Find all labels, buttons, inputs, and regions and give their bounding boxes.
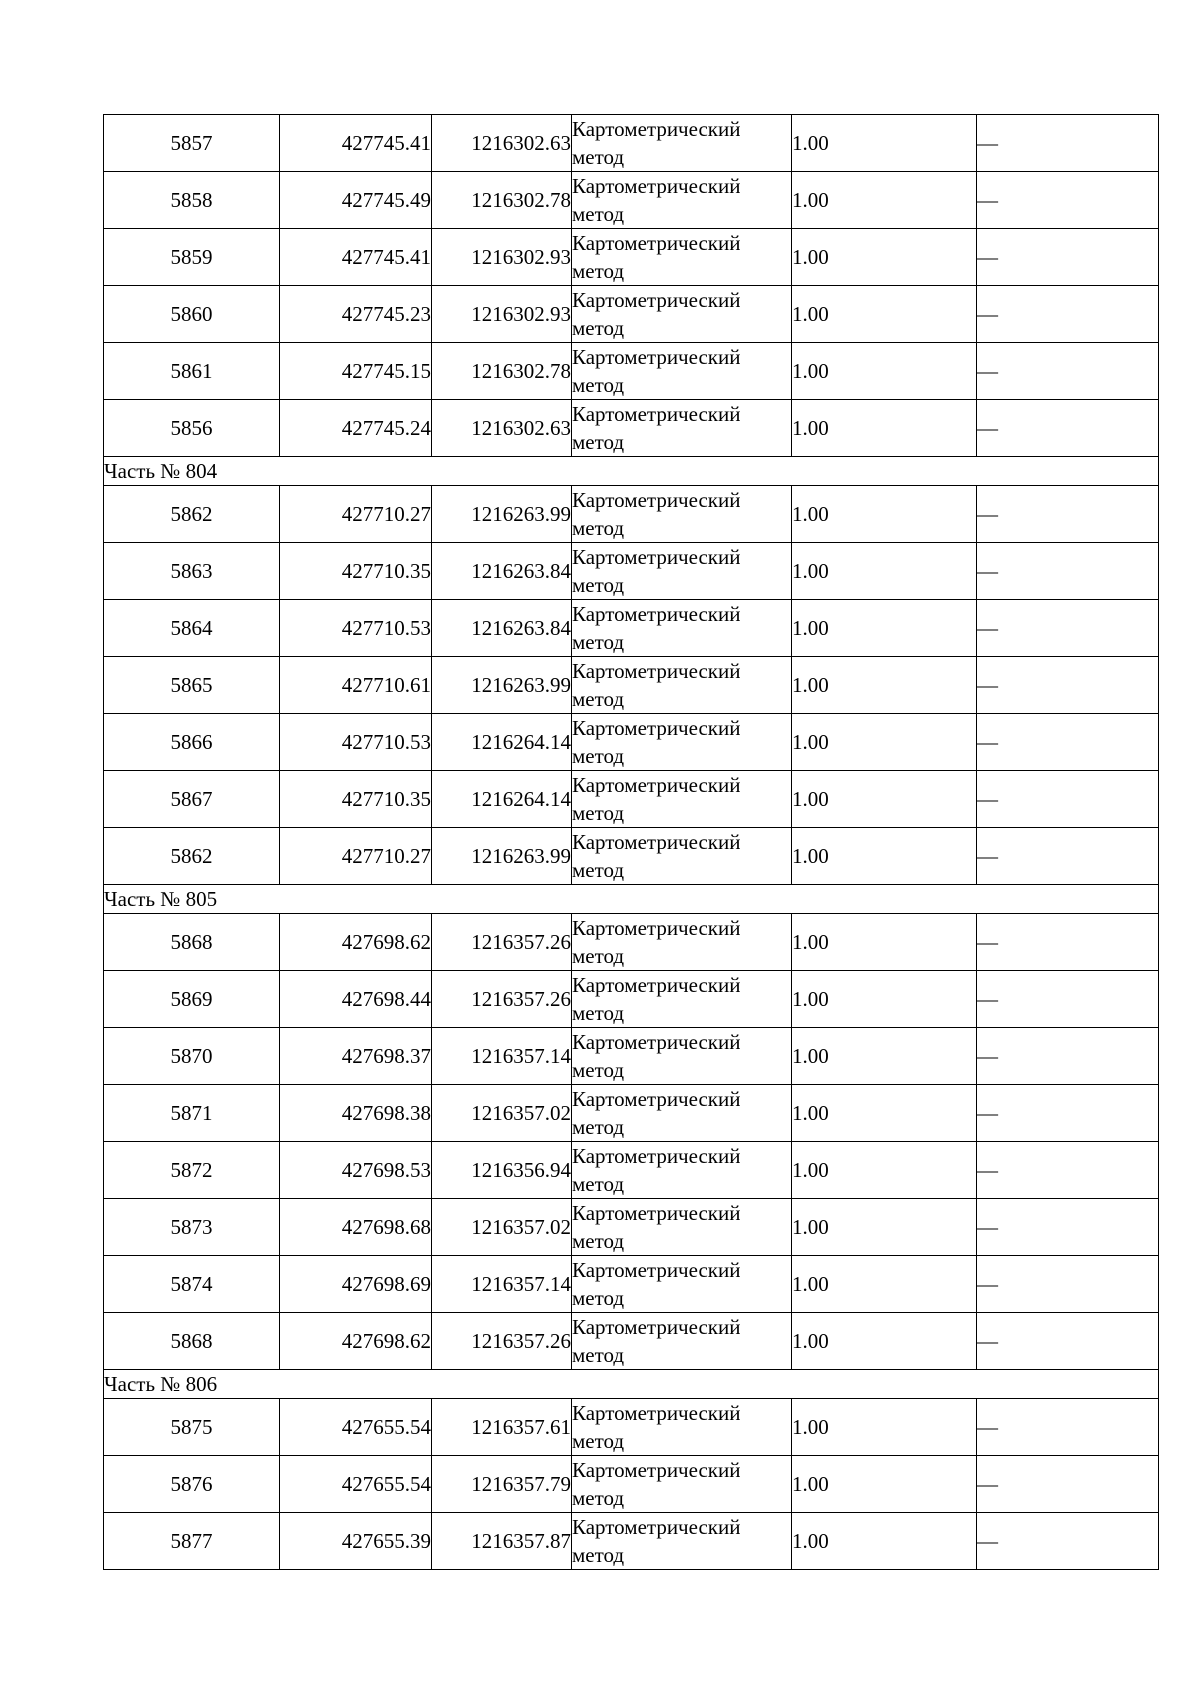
method-cell (572, 1399, 792, 1456)
method-line-1: Картометрический (572, 402, 741, 426)
method-line-2: метод (572, 430, 625, 454)
method-line-1: Картометрический (572, 659, 741, 683)
x-coordinate-cell: 427698.44 (280, 971, 432, 1028)
accuracy-cell: 1.00 (792, 1142, 977, 1199)
method-line-1: Картометрический (572, 1258, 741, 1282)
table-row (104, 1399, 1159, 1456)
x-coordinate-cell: 427655.54 (280, 1456, 432, 1513)
method-line-1: Картометрический (572, 231, 741, 255)
x-coordinate-cell: 427698.53 (280, 1142, 432, 1199)
method-cell (572, 1199, 792, 1256)
method-cell (572, 714, 792, 771)
accuracy-cell: 1.00 (792, 1199, 977, 1256)
table-row (104, 543, 1159, 600)
x-coordinate-cell: 427710.27 (280, 486, 432, 543)
table-row (104, 600, 1159, 657)
y-coordinate-cell: 1216357.79 (432, 1456, 572, 1513)
method-line-1: Картометрический (572, 830, 741, 854)
x-coordinate-cell: 427745.49 (280, 172, 432, 229)
method-line-2: метод (572, 630, 625, 654)
description-cell: — (977, 172, 1159, 229)
description-cell: — (977, 400, 1159, 457)
x-coordinate-cell: 427698.37 (280, 1028, 432, 1085)
description-cell: — (977, 343, 1159, 400)
table-row (104, 486, 1159, 543)
x-coordinate-cell: 427745.41 (280, 115, 432, 172)
description-cell: — (977, 914, 1159, 971)
method-line-2: метод (572, 145, 625, 169)
point-number-cell: 5869 (104, 971, 280, 1028)
method-line-2: метод (572, 1058, 625, 1082)
point-number-cell: 5861 (104, 343, 280, 400)
description-cell: — (977, 1085, 1159, 1142)
table-row (104, 229, 1159, 286)
point-number-cell: 5862 (104, 828, 280, 885)
x-coordinate-cell: 427745.41 (280, 229, 432, 286)
y-coordinate-cell: 1216302.78 (432, 343, 572, 400)
description-cell: — (977, 1028, 1159, 1085)
x-coordinate-cell: 427710.35 (280, 543, 432, 600)
table-row (104, 1199, 1159, 1256)
y-coordinate-cell: 1216263.99 (432, 486, 572, 543)
method-line-1: Картометрический (572, 1087, 741, 1111)
point-number-cell: 5859 (104, 229, 280, 286)
method-line-2: метод (572, 1172, 625, 1196)
description-cell: — (977, 657, 1159, 714)
x-coordinate-cell: 427710.27 (280, 828, 432, 885)
method-line-2: метод (572, 1115, 625, 1139)
method-cell (572, 115, 792, 172)
method-line-2: метод (572, 1229, 625, 1253)
accuracy-cell: 1.00 (792, 1085, 977, 1142)
point-number-cell: 5870 (104, 1028, 280, 1085)
point-number-cell: 5860 (104, 286, 280, 343)
x-coordinate-cell: 427655.54 (280, 1399, 432, 1456)
method-line-1: Картометрический (572, 488, 741, 512)
x-coordinate-cell: 427698.62 (280, 1313, 432, 1370)
table-row (104, 286, 1159, 343)
x-coordinate-cell: 427710.61 (280, 657, 432, 714)
y-coordinate-cell: 1216263.84 (432, 543, 572, 600)
accuracy-cell: 1.00 (792, 657, 977, 714)
method-line-1: Картометрический (572, 174, 741, 198)
accuracy-cell: 1.00 (792, 1256, 977, 1313)
table-row (104, 714, 1159, 771)
x-coordinate-cell: 427698.68 (280, 1199, 432, 1256)
table-row (104, 1513, 1159, 1570)
section-header-row (104, 457, 1159, 486)
x-coordinate-cell: 427710.53 (280, 714, 432, 771)
accuracy-cell: 1.00 (792, 1513, 977, 1570)
method-cell (572, 1085, 792, 1142)
method-line-1: Картометрический (572, 973, 741, 997)
accuracy-cell: 1.00 (792, 1399, 977, 1456)
description-cell: — (977, 771, 1159, 828)
y-coordinate-cell: 1216357.26 (432, 971, 572, 1028)
method-line-1: Картометрический (572, 1030, 741, 1054)
description-cell: — (977, 1256, 1159, 1313)
method-cell (572, 914, 792, 971)
table-row (104, 1256, 1159, 1313)
description-cell: — (977, 1513, 1159, 1570)
method-line-2: метод (572, 744, 625, 768)
accuracy-cell: 1.00 (792, 1456, 977, 1513)
method-cell (572, 543, 792, 600)
y-coordinate-cell: 1216302.93 (432, 286, 572, 343)
method-line-2: метод (572, 1343, 625, 1367)
y-coordinate-cell: 1216264.14 (432, 714, 572, 771)
y-coordinate-cell: 1216357.14 (432, 1028, 572, 1085)
accuracy-cell: 1.00 (792, 771, 977, 828)
accuracy-cell: 1.00 (792, 1313, 977, 1370)
accuracy-cell: 1.00 (792, 172, 977, 229)
y-coordinate-cell: 1216357.14 (432, 1256, 572, 1313)
y-coordinate-cell: 1216302.63 (432, 400, 572, 457)
description-cell: — (977, 1313, 1159, 1370)
accuracy-cell: 1.00 (792, 971, 977, 1028)
table-row (104, 971, 1159, 1028)
y-coordinate-cell: 1216357.02 (432, 1085, 572, 1142)
x-coordinate-cell: 427710.53 (280, 600, 432, 657)
description-cell: — (977, 1142, 1159, 1199)
accuracy-cell: 1.00 (792, 1028, 977, 1085)
point-number-cell: 5866 (104, 714, 280, 771)
method-cell (572, 229, 792, 286)
method-cell (572, 343, 792, 400)
method-cell (572, 1513, 792, 1570)
method-line-2: метод (572, 801, 625, 825)
point-number-cell: 5876 (104, 1456, 280, 1513)
method-line-1: Картометрический (572, 288, 741, 312)
x-coordinate-cell: 427710.35 (280, 771, 432, 828)
method-cell (572, 486, 792, 543)
table-row (104, 343, 1159, 400)
y-coordinate-cell: 1216263.99 (432, 828, 572, 885)
method-cell (572, 600, 792, 657)
point-number-cell: 5875 (104, 1399, 280, 1456)
point-number-cell: 5868 (104, 914, 280, 971)
method-line-1: Картометрический (572, 545, 741, 569)
section-header-row (104, 885, 1159, 914)
point-number-cell: 5877 (104, 1513, 280, 1570)
description-cell: — (977, 1199, 1159, 1256)
point-number-cell: 5868 (104, 1313, 280, 1370)
table-row (104, 172, 1159, 229)
point-number-cell: 5862 (104, 486, 280, 543)
description-cell: — (977, 1399, 1159, 1456)
accuracy-cell: 1.00 (792, 343, 977, 400)
x-coordinate-cell: 427745.24 (280, 400, 432, 457)
method-cell (572, 657, 792, 714)
y-coordinate-cell: 1216263.99 (432, 657, 572, 714)
table-row (104, 914, 1159, 971)
x-coordinate-cell: 427698.69 (280, 1256, 432, 1313)
method-line-1: Картометрический (572, 602, 741, 626)
y-coordinate-cell: 1216357.26 (432, 1313, 572, 1370)
accuracy-cell: 1.00 (792, 400, 977, 457)
method-line-2: метод (572, 373, 625, 397)
method-line-1: Картометрический (572, 1201, 741, 1225)
table-row (104, 1313, 1159, 1370)
section-label: Часть № 804 (104, 457, 1159, 486)
method-line-2: метод (572, 858, 625, 882)
point-number-cell: 5865 (104, 657, 280, 714)
method-line-1: Картометрический (572, 773, 741, 797)
method-cell (572, 1142, 792, 1199)
table-row (104, 1028, 1159, 1085)
method-line-2: метод (572, 316, 625, 340)
method-line-1: Картометрический (572, 1458, 741, 1482)
description-cell: — (977, 600, 1159, 657)
y-coordinate-cell: 1216357.87 (432, 1513, 572, 1570)
method-line-2: метод (572, 1001, 625, 1025)
method-line-2: метод (572, 202, 625, 226)
y-coordinate-cell: 1216264.14 (432, 771, 572, 828)
accuracy-cell: 1.00 (792, 828, 977, 885)
description-cell: — (977, 543, 1159, 600)
method-cell (572, 1028, 792, 1085)
point-number-cell: 5857 (104, 115, 280, 172)
y-coordinate-cell: 1216263.84 (432, 600, 572, 657)
point-number-cell: 5867 (104, 771, 280, 828)
method-line-1: Картометрический (572, 345, 741, 369)
y-coordinate-cell: 1216356.94 (432, 1142, 572, 1199)
method-line-2: метод (572, 944, 625, 968)
method-line-1: Картометрический (572, 916, 741, 940)
description-cell: — (977, 115, 1159, 172)
method-line-1: Картометрический (572, 1144, 741, 1168)
description-cell: — (977, 714, 1159, 771)
table-row (104, 828, 1159, 885)
method-cell (572, 400, 792, 457)
method-cell (572, 971, 792, 1028)
accuracy-cell: 1.00 (792, 714, 977, 771)
description-cell: — (977, 1456, 1159, 1513)
accuracy-cell: 1.00 (792, 914, 977, 971)
description-cell: — (977, 486, 1159, 543)
description-cell: — (977, 971, 1159, 1028)
description-cell: — (977, 229, 1159, 286)
coordinates-table-body (104, 115, 1159, 1570)
method-line-2: метод (572, 1543, 625, 1567)
method-line-1: Картометрический (572, 1315, 741, 1339)
table-row (104, 400, 1159, 457)
section-label: Часть № 806 (104, 1370, 1159, 1399)
accuracy-cell: 1.00 (792, 115, 977, 172)
accuracy-cell: 1.00 (792, 286, 977, 343)
x-coordinate-cell: 427698.62 (280, 914, 432, 971)
method-cell (572, 172, 792, 229)
table-row (104, 1456, 1159, 1513)
table-row (104, 657, 1159, 714)
method-line-2: метод (572, 1429, 625, 1453)
method-line-1: Картометрический (572, 1515, 741, 1539)
method-line-2: метод (572, 687, 625, 711)
point-number-cell: 5864 (104, 600, 280, 657)
method-line-2: метод (572, 573, 625, 597)
method-line-1: Картометрический (572, 716, 741, 740)
method-line-2: метод (572, 259, 625, 283)
point-number-cell: 5873 (104, 1199, 280, 1256)
point-number-cell: 5874 (104, 1256, 280, 1313)
method-cell (572, 1313, 792, 1370)
accuracy-cell: 1.00 (792, 486, 977, 543)
coordinates-table (103, 114, 1159, 1570)
table-row (104, 115, 1159, 172)
method-cell (572, 286, 792, 343)
method-line-2: метод (572, 516, 625, 540)
accuracy-cell: 1.00 (792, 600, 977, 657)
method-cell (572, 1256, 792, 1313)
point-number-cell: 5871 (104, 1085, 280, 1142)
point-number-cell: 5863 (104, 543, 280, 600)
section-label: Часть № 805 (104, 885, 1159, 914)
point-number-cell: 5856 (104, 400, 280, 457)
point-number-cell: 5858 (104, 172, 280, 229)
x-coordinate-cell: 427698.38 (280, 1085, 432, 1142)
y-coordinate-cell: 1216302.78 (432, 172, 572, 229)
table-row (104, 1142, 1159, 1199)
y-coordinate-cell: 1216357.26 (432, 914, 572, 971)
description-cell: — (977, 286, 1159, 343)
y-coordinate-cell: 1216357.61 (432, 1399, 572, 1456)
y-coordinate-cell: 1216357.02 (432, 1199, 572, 1256)
description-cell: — (977, 828, 1159, 885)
y-coordinate-cell: 1216302.93 (432, 229, 572, 286)
x-coordinate-cell: 427745.15 (280, 343, 432, 400)
method-line-1: Картометрический (572, 117, 741, 141)
table-row (104, 1085, 1159, 1142)
accuracy-cell: 1.00 (792, 543, 977, 600)
method-cell (572, 1456, 792, 1513)
method-line-1: Картометрический (572, 1401, 741, 1425)
method-line-2: метод (572, 1286, 625, 1310)
table-row (104, 771, 1159, 828)
method-cell (572, 828, 792, 885)
point-number-cell: 5872 (104, 1142, 280, 1199)
method-cell (572, 771, 792, 828)
x-coordinate-cell: 427655.39 (280, 1513, 432, 1570)
y-coordinate-cell: 1216302.63 (432, 115, 572, 172)
x-coordinate-cell: 427745.23 (280, 286, 432, 343)
method-line-2: метод (572, 1486, 625, 1510)
accuracy-cell: 1.00 (792, 229, 977, 286)
section-header-row (104, 1370, 1159, 1399)
